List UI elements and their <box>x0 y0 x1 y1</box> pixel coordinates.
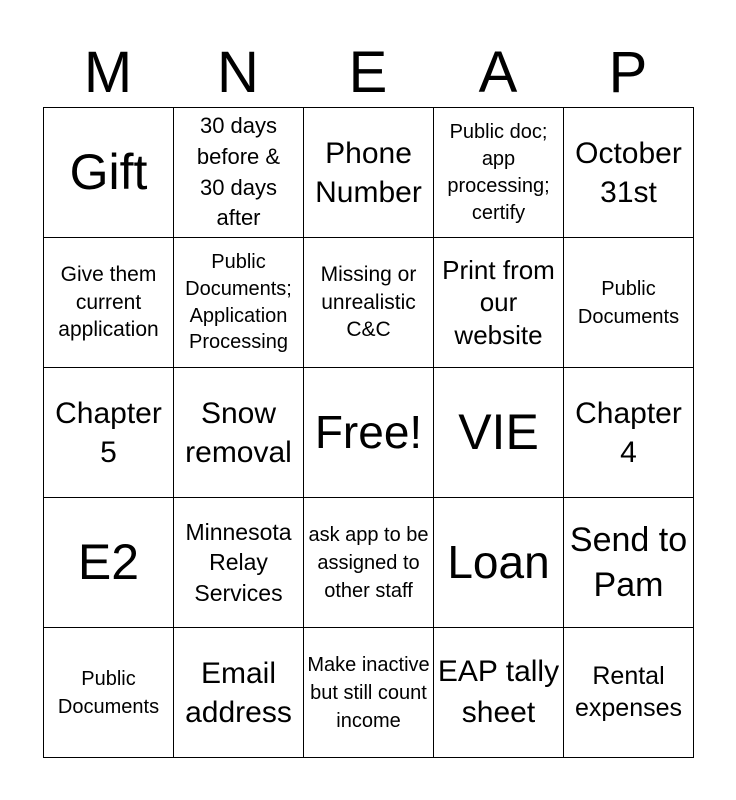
cell-text: Public Documents <box>57 667 160 718</box>
bingo-cell[interactable] <box>304 238 434 368</box>
bingo-cell[interactable] <box>564 498 694 628</box>
cell-text: October 31st <box>575 136 682 209</box>
header-letter-m: M <box>83 40 133 105</box>
cell-text: Public Documents <box>577 277 680 328</box>
cell-text: 30 days before & 30 days after <box>196 112 281 231</box>
bingo-cell[interactable] <box>434 628 564 758</box>
cell-text: Email address <box>185 656 292 729</box>
bingo-cell[interactable] <box>174 368 304 498</box>
bingo-cell[interactable] <box>304 628 434 758</box>
bingo-cell[interactable] <box>174 108 304 238</box>
cell-text: Print from our website <box>442 254 555 350</box>
cell-text: Rental expenses <box>574 662 683 722</box>
bingo-cell[interactable] <box>304 498 434 628</box>
bingo-cell[interactable] <box>564 238 694 368</box>
bingo-cell[interactable] <box>44 108 174 238</box>
bingo-cell[interactable] <box>564 368 694 498</box>
cell-text: EAP tally sheet <box>437 655 560 729</box>
bingo-cell[interactable] <box>564 628 694 758</box>
cell-text: Phone Number <box>315 136 422 209</box>
cell-text: Send to Pam <box>569 521 688 604</box>
header-letter-a: A <box>478 40 518 105</box>
bingo-cell[interactable] <box>44 238 174 368</box>
cell-text: Chapter 5 <box>55 396 162 469</box>
bingo-card <box>43 107 694 758</box>
cell-text: Make inactive but still count income <box>307 653 430 732</box>
cell-text: Gift <box>69 144 148 201</box>
header-letter-n: N <box>217 40 259 105</box>
cell-text: E2 <box>77 534 140 591</box>
cell-text: Give them current application <box>58 262 159 342</box>
bingo-cell[interactable] <box>44 628 174 758</box>
bingo-cell[interactable] <box>304 108 434 238</box>
cell-text: Public Documents; Application Processing <box>185 251 292 354</box>
bingo-cell[interactable] <box>564 108 694 238</box>
bingo-cell[interactable] <box>434 108 564 238</box>
bingo-cell[interactable] <box>434 498 564 628</box>
bingo-cell[interactable] <box>44 368 174 498</box>
cell-text: Missing or unrealistic C&C <box>320 262 417 342</box>
cell-text: Free! <box>314 406 423 459</box>
header-letter-e: E <box>348 40 388 105</box>
cell-text: Loan <box>447 536 550 589</box>
cell-text: Snow removal <box>185 396 292 469</box>
bingo-cell[interactable] <box>434 368 564 498</box>
cell-text: Minnesota Relay Services <box>185 518 292 606</box>
cell-text: ask app to be assigned to other staff <box>308 523 429 602</box>
bingo-cell[interactable] <box>174 498 304 628</box>
header-letter-p: P <box>608 40 648 105</box>
bingo-cell[interactable] <box>304 368 434 498</box>
cell-text: VIE <box>458 404 539 461</box>
bingo-cell[interactable] <box>174 628 304 758</box>
bingo-cell[interactable] <box>44 498 174 628</box>
bingo-cell[interactable] <box>174 238 304 368</box>
bingo-header <box>43 38 693 108</box>
bingo-cell[interactable] <box>434 238 564 368</box>
cell-text: Public doc; app processing; certify <box>447 120 550 224</box>
cell-text: Chapter 4 <box>575 396 682 469</box>
